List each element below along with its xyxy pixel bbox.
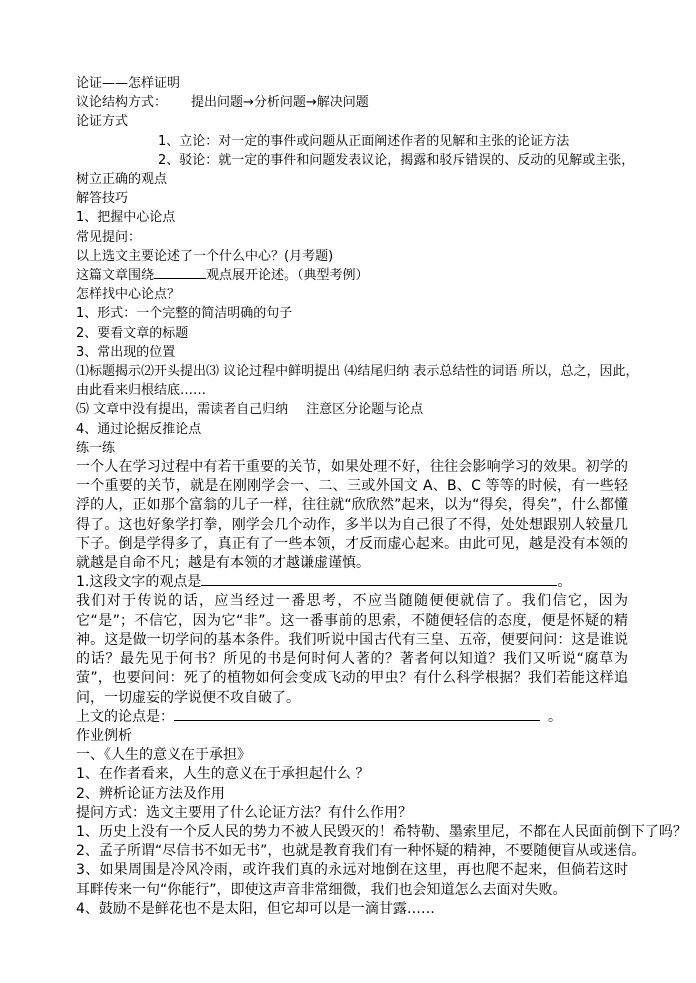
question-2 xyxy=(76,266,628,285)
exercise-2-end: 。 xyxy=(548,708,562,725)
exercise-1-question: 1.这段文字的观点是 xyxy=(76,574,202,591)
method-1: 1、立论：对一定的事件或问题从正面阐述作者的见解和主张的论证方法 xyxy=(158,133,570,149)
answer-blank xyxy=(174,708,540,721)
method-2: 2、驳论：就一定的事件和问题发表议论，揭露和驳斥错误的、反动的见解或主张， xyxy=(158,152,635,168)
homework-q2: 2、辨析论证方法及作用 xyxy=(76,785,225,802)
method-2-cont: 树立正确的观点 xyxy=(76,172,168,188)
homework-item-2: 2、孟子所谓“尽信书不如无书”，也就是教育我们有一种怀疑的精神，不要随便盲从或迷信。 xyxy=(76,843,646,860)
structure-line xyxy=(76,93,628,112)
document-page xyxy=(76,74,687,919)
tip-1: 1、把握中心论点 xyxy=(76,210,176,226)
practice-heading: 练一练 xyxy=(76,440,116,456)
homework-heading: 作业例析 xyxy=(76,727,132,744)
find-5-a: ⑸ 文章中没有提出，需读者自己归纳 xyxy=(76,402,289,418)
homework-title: 一、《人生的意义在于承担》 xyxy=(76,747,251,764)
find-4: 4、通过论据反推论点 xyxy=(76,421,202,437)
homework-item-3: 3、如果周围是冷风冷雨，或许我们真的永远对地倒在这里，再也爬不起来，但倘若这时耳畔传来一句“你能行”，即使这声音非常细微，我们也会知道怎么去面对失败。 xyxy=(76,862,628,898)
find-3: 3、常出现的位置 xyxy=(76,344,176,360)
answer-blank xyxy=(154,266,206,279)
answer-blank xyxy=(201,573,557,586)
find-2: 2、要看文章的标题 xyxy=(76,325,189,341)
passage-2: 我们对于传说的话，应当经过一番思考，不应当随随便便就信了。我们信它，因为它“是”；不信它，因为它“非”。这一番事前的思索，不随便轻信的态度，便是怀疑的精神。这是做一切学问的基本条件。我们听说中国古代有三皇、五帝，便要问问：这是谁说的话？最先见于何书？所见的书是何时何人著的？著者何以知道？我们又听说“腐草为萤”，也要问问：死了的植物如何会变成飞动的甲虫？有什么科学根据？我们若能这样追问，一切虚妄的学说便不攻自破了。 xyxy=(76,593,628,706)
find-3-detail-cont: 由此看来归根结底…… xyxy=(76,383,207,399)
exercise-2 xyxy=(76,708,628,727)
homework-item-4: 4、鼓励不是鲜花也不是太阳，但它却可以是一滴甘露…… xyxy=(76,900,435,917)
homework-q1: 1、在作者看来，人生的意义在于承担起什么 ？ xyxy=(76,766,370,783)
methods-heading: 论证方式 xyxy=(76,114,129,130)
structure-value: 提出问题→分析问题→解决问题 xyxy=(191,95,369,111)
question-1: 以上选文主要论述了一个什么中心？(月考题) xyxy=(76,248,334,264)
find-5 xyxy=(76,400,628,419)
homework-item-1: 1、历史上没有一个反人民的势力不被人民毁灭的！希特勒、墨索里尼，不都在人民面前倒下了吗？ xyxy=(76,823,687,840)
homework-ask: 提问方式：选文主要用了什么论证方法？有什么作用？ xyxy=(76,804,412,821)
tips-heading: 解答技巧 xyxy=(76,191,129,207)
doc-title: 论证——怎样证明 xyxy=(76,76,181,91)
how-find-heading: 怎样找中心论点？ xyxy=(76,287,181,303)
exercise-1 xyxy=(76,573,628,592)
exercise-2-question: 上文的论点是： xyxy=(76,708,174,725)
find-1: 1、形式：一个完整的简洁明确的句子 xyxy=(76,306,293,322)
find-3-detail: ⑴标题揭示⑵开头提出⑶ 议论过程中鲜明提出 ⑷结尾归纳 表示总结性的词语 所以，总之，因此， xyxy=(76,364,639,380)
question-2-pre: 这篇文章围绕 xyxy=(76,268,155,284)
find-5-b: 注意区分论题与论点 xyxy=(306,402,424,418)
question-2-post: 观点展开论述。（典型考例） xyxy=(206,268,369,284)
passage-1: 一个人在学习过程中有若干重要的关节，如果处理不好，往往会影响学习的效果。初学的一个重要的关节，就是在刚刚学会一、二、三或外国文 A、B、C 等等的时候，有一些轻浮的人，正如那个富翁的儿子一样，往往就“欣欣然”起来，以为“得矣，得矣”，什么都懂得了。这也好象学打拳，刚学会几个动作，多半以为自己很了不得，处处想跟别人较量几下子。倒是学得多了，真正有了一些本领，才反而虚心起来。由此可见，越是没有本领的就越是自命不凡；越是有本领的才越谦虚谨慎。 xyxy=(76,459,628,572)
exercise-1-end: 。 xyxy=(557,574,572,591)
structure-label: 议论结构方式： xyxy=(76,95,168,111)
common-question-label: 常见提问： xyxy=(76,229,142,245)
